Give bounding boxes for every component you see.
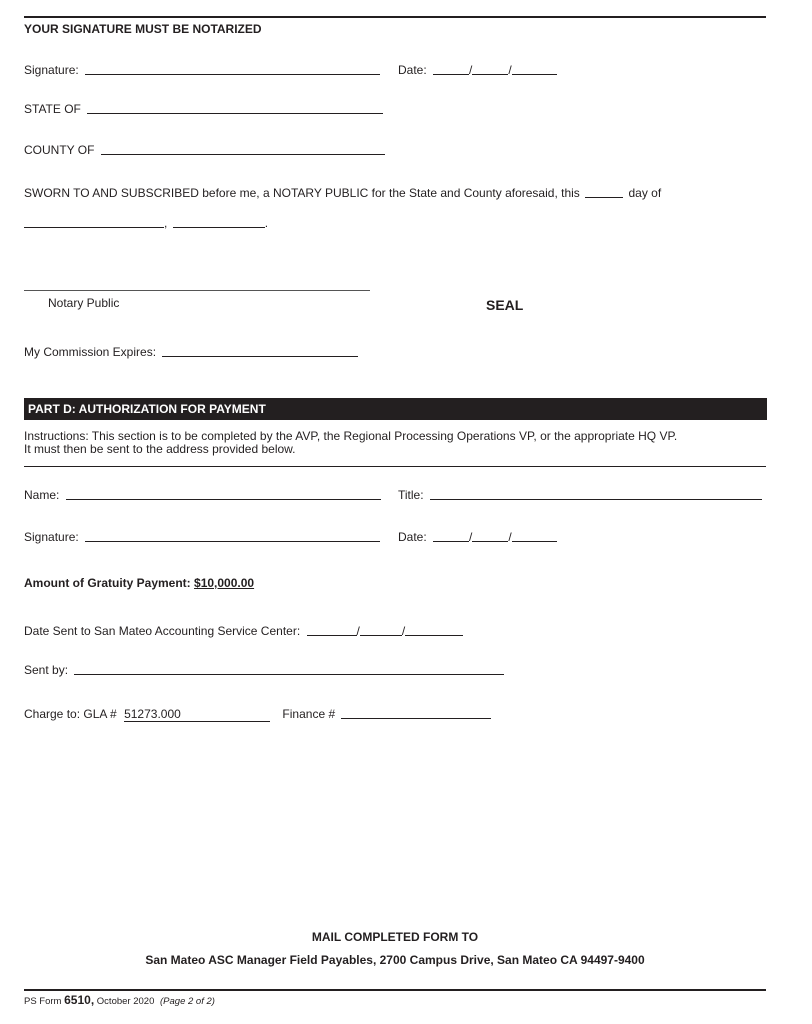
notarized-heading: YOUR SIGNATURE MUST BE NOTARIZED	[24, 22, 262, 36]
date-sent-day-field[interactable]	[360, 624, 402, 636]
gla-field[interactable]	[124, 707, 270, 722]
date-separator: /	[401, 624, 406, 638]
part-d-instructions-line2: It must then be sent to the address provided below.	[24, 442, 296, 456]
top-divider	[24, 16, 766, 18]
signature-label: Signature:	[24, 63, 79, 77]
charge-to-row	[24, 707, 491, 722]
sent-by-field[interactable]	[74, 663, 504, 675]
finance-field[interactable]	[341, 707, 491, 719]
notary-date-row	[398, 63, 557, 77]
authorizer-signature-row	[24, 530, 380, 544]
date-separator: /	[508, 63, 512, 77]
seal-label: SEAL	[486, 297, 524, 313]
date-sent-label: Date Sent to San Mateo Accounting Service Center:	[24, 624, 301, 638]
notary-signature-row	[24, 63, 380, 77]
date-label: Date:	[398, 63, 427, 77]
notary-public-label: Notary Public	[48, 296, 120, 310]
state-label: STATE OF	[24, 102, 81, 116]
form-date: October 2020	[96, 996, 155, 1007]
day-of-text: day of	[628, 186, 662, 200]
finance-label: Finance #	[282, 707, 336, 721]
date-day-field[interactable]	[472, 530, 508, 542]
signature-label: Signature:	[24, 530, 79, 544]
commission-row	[24, 345, 358, 359]
county-label: COUNTY OF	[24, 143, 95, 157]
date-separator: /	[469, 63, 473, 77]
amount-value[interactable]: $10,000.00	[194, 576, 255, 590]
charge-to-label: Charge to: GLA #	[24, 707, 117, 721]
county-field[interactable]	[101, 143, 385, 155]
amount-label: Amount of Gratuity Payment:	[24, 576, 191, 590]
name-row	[24, 488, 381, 502]
date-sent-row	[24, 624, 463, 638]
sworn-year-field[interactable]	[173, 216, 265, 228]
date-year-field[interactable]	[512, 530, 557, 542]
sent-by-row	[24, 663, 504, 677]
state-field[interactable]	[87, 102, 383, 114]
date-year-field[interactable]	[512, 63, 557, 75]
date-month-field[interactable]	[433, 63, 469, 75]
date-sent-month-field[interactable]	[307, 624, 357, 636]
mail-to-address: San Mateo ASC Manager Field Payables, 2700 Campus Drive, San Mateo CA 94497-9400	[145, 953, 645, 967]
sworn-statement	[24, 186, 661, 200]
date-separator: /	[356, 624, 360, 638]
gla-value: 51273.000	[124, 707, 181, 721]
page-info: (Page 2 of 2)	[160, 996, 215, 1007]
form-number: 6510,	[64, 993, 95, 1007]
date-separator: /	[508, 530, 512, 544]
period: .	[264, 216, 269, 230]
notary-signature-line[interactable]	[24, 290, 370, 291]
name-field[interactable]	[66, 488, 381, 500]
commission-field[interactable]	[162, 345, 358, 357]
instructions-divider	[24, 466, 766, 467]
state-row	[24, 102, 383, 116]
name-label: Name:	[24, 488, 60, 502]
authorizer-signature-field[interactable]	[85, 530, 380, 542]
footer-divider	[24, 989, 766, 991]
date-separator: /	[469, 530, 473, 544]
sent-by-label: Sent by:	[24, 663, 69, 677]
form-prefix: PS Form	[24, 996, 62, 1007]
sworn-month-year-row	[24, 216, 268, 230]
commission-label: My Commission Expires:	[24, 345, 157, 359]
amount-row	[24, 576, 254, 590]
mail-to-heading: MAIL COMPLETED FORM TO	[311, 930, 479, 944]
county-row	[24, 143, 385, 157]
signature-field[interactable]	[85, 63, 380, 75]
date-sent-year-field[interactable]	[405, 624, 463, 636]
part-d-header-bar	[24, 398, 767, 420]
sworn-text: SWORN TO AND SUBSCRIBED before me, a NOTARY PUBLIC for the State and County aforesaid, this	[24, 186, 580, 200]
title-field[interactable]	[430, 488, 762, 500]
part-d-heading: PART D: AUTHORIZATION FOR PAYMENT	[28, 402, 266, 416]
sworn-day-field[interactable]	[585, 186, 623, 198]
comma: ,	[164, 216, 168, 230]
title-label: Title:	[398, 488, 424, 502]
date-label: Date:	[398, 530, 427, 544]
sworn-month-field[interactable]	[24, 216, 164, 228]
date-day-field[interactable]	[472, 63, 508, 75]
authorizer-date-row	[398, 530, 557, 544]
title-row	[398, 488, 762, 502]
date-month-field[interactable]	[433, 530, 469, 542]
part-d-instructions-line1: Instructions: This section is to be completed by the AVP, the Regional Processing Operations VP, or the appropriate HQ VP.	[24, 429, 678, 443]
form-footer	[24, 994, 215, 1008]
